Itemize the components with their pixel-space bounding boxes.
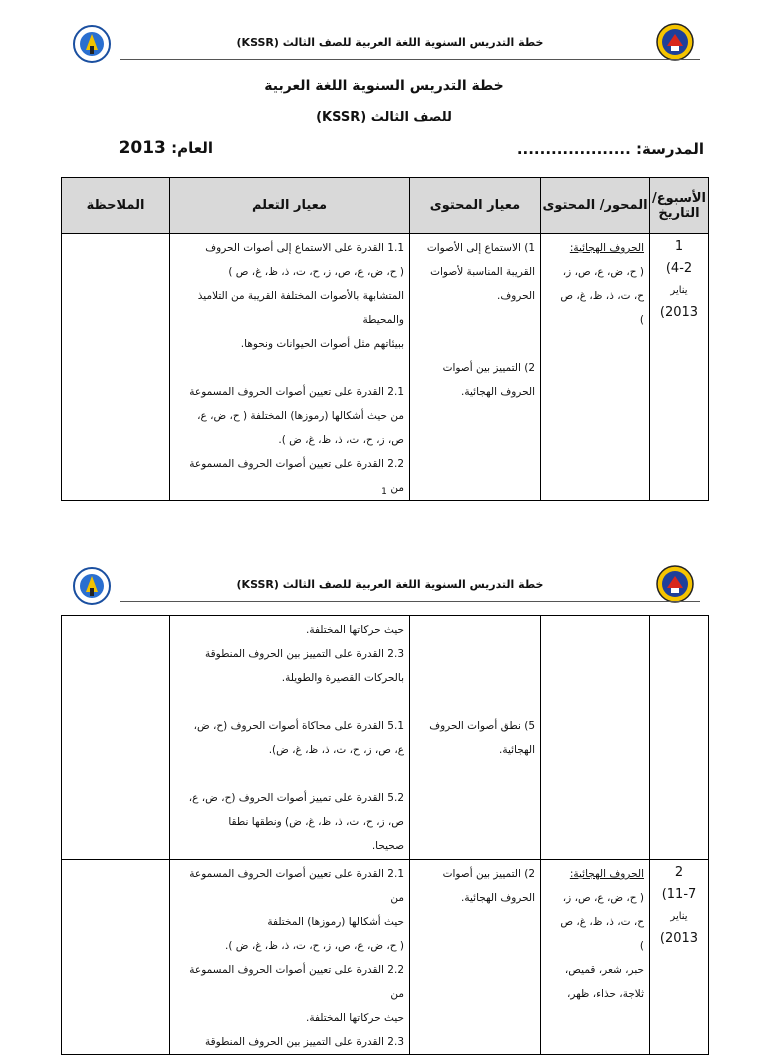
notes-cell	[62, 234, 170, 501]
content-line: 2) التمييز بين أصوات	[442, 868, 535, 880]
header-learning-standard: معيار التعلم	[170, 178, 410, 234]
content-line: الهجائية.	[499, 744, 535, 756]
header-theme: المحور/ المحتوى	[541, 178, 650, 234]
learning-line: 2.3 القدرة على التمييز بين الحروف المنطوقة	[205, 648, 404, 660]
week-cell	[650, 234, 709, 501]
week-range: 11-7)	[661, 887, 697, 902]
content-line: 2) التمييز بين أصوات	[442, 362, 535, 374]
page-number: 1	[381, 487, 387, 497]
theme-cell	[541, 616, 650, 860]
header-content-standard: معيار المحتوى	[410, 178, 541, 234]
learning-line: صحيحا.	[371, 840, 404, 852]
year-label	[119, 138, 213, 158]
header-divider	[120, 59, 700, 60]
learning-line: ببيئاتهم مثل أصوات الحيوانات ونحوها.	[240, 338, 404, 350]
learning-line: حيث أشكالها (رموزها) المختلفة	[267, 916, 404, 928]
week-year: 2013)	[659, 931, 699, 946]
learning-standard-cell	[170, 860, 410, 1055]
week-month: يناير	[670, 911, 688, 922]
notes-cell	[62, 616, 170, 860]
theme-line: )	[639, 940, 644, 952]
page-1	[0, 0, 768, 510]
content-line: 5) نطق أصوات الحروف	[429, 720, 535, 732]
content-standard-cell	[410, 860, 541, 1055]
learning-line: 5.1 القدرة على محاكاة أصوات الحروف (ح، ض،	[193, 720, 404, 732]
ministry-crest-icon	[655, 22, 695, 62]
ministry-crest-icon	[655, 564, 695, 604]
theme-line: )	[639, 314, 644, 326]
year-label-text: العام:	[171, 139, 213, 157]
learning-line: ص، ز، ح، ت، ذ، ظ، غ، ض ).	[278, 434, 404, 446]
learning-line: ص، ز، ح، ت، ذ، ظ، غ، ض) ونطقها نطقا	[228, 816, 404, 828]
theme-line: ح، ت، ذ، ظ، غ، ص	[560, 290, 644, 302]
school-label: المدرسة: ....................	[516, 140, 704, 158]
content-standard-cell	[410, 616, 541, 860]
learning-line: 2.1 القدرة على تعيين أصوات الحروف المسموعة من	[189, 868, 404, 904]
learning-line: 2.2 القدرة على تعيين أصوات الحروف المسموعة من	[189, 964, 404, 1000]
week-number: 1	[674, 239, 684, 254]
learning-line: حيث حركاتها المختلفة.	[306, 624, 404, 636]
content-standard-cell	[410, 234, 541, 501]
learning-line: 1.1 القدرة على الاستماع إلى أصوات الحروف	[205, 242, 404, 254]
page-2	[0, 550, 768, 1048]
learning-standard-cell	[170, 616, 410, 860]
theme-line: ( ح، ض، ع، ص، ز،	[562, 266, 644, 278]
week-cell	[650, 860, 709, 1055]
ppd-logo-icon	[72, 24, 112, 64]
header-divider	[120, 601, 700, 602]
theme-line: ثلاجة، حذاء، ظهر،	[567, 988, 644, 1000]
content-line: القريبة المناسبة لأصوات	[430, 266, 535, 278]
content-line: 1) الاستماع إلى الأصوات	[426, 242, 535, 254]
week-range: 4-2)	[665, 261, 693, 276]
learning-line: 5.2 القدرة على تمييز أصوات الحروف (ح، ض، ع،	[188, 792, 404, 804]
header-week: الأسبوع/ التاريخ	[650, 178, 709, 234]
learning-standard-cell	[170, 234, 410, 501]
learning-line: ( ح، ض، ع، ص، ز، ح، ت، ذ، ظ، غ، ص )	[228, 266, 404, 278]
week-cell	[650, 616, 709, 860]
ppd-logo-icon	[72, 566, 112, 606]
week-year: 2013)	[659, 305, 699, 320]
learning-line: حيث حركاتها المختلفة.	[306, 1012, 404, 1024]
week-month: يناير	[670, 285, 688, 296]
content-line: الحروف.	[497, 290, 535, 302]
doc-subtitle: للصف الثالث (KSSR)	[316, 110, 452, 125]
plan-table-page-1	[61, 177, 709, 501]
content-line: الحروف الهجائية.	[461, 386, 535, 398]
theme-line: الحروف الهجائية:	[569, 242, 644, 254]
theme-line: ح، ت، ذ، ظ، غ، ص	[560, 916, 644, 928]
year-value: 2013	[118, 138, 166, 158]
learning-line: 2.1 القدرة على تعيين أصوات الحروف المسموعة	[189, 386, 404, 398]
theme-line: حبر، شعر، قميص،	[564, 964, 644, 976]
learning-line: ( ح، ض، ع، ص، ز، ح، ت، ذ، ظ، غ، ض ).	[225, 940, 404, 952]
learning-line: ع، ص، ز، ح، ت، ذ، ظ، غ، ض).	[268, 744, 404, 756]
theme-cell	[541, 860, 650, 1055]
header-title: خطة التدريس السنوية اللغة العربية للصف الثالث (KSSR)	[236, 36, 544, 49]
theme-line: الحروف الهجائية:	[569, 868, 644, 880]
learning-line: 2.2 القدرة على تعيين أصوات الحروف المسموعة من	[189, 458, 404, 494]
doc-title: خطة التدريس السنوية اللغة العربية	[264, 78, 504, 94]
learning-line: المتشابهة بالأصوات المختلفة القريبة من التلاميذ والمحيطة	[197, 290, 404, 326]
learning-line: من حيث أشكالها (رموزها) المختلفة ( ح، ض، ع،	[197, 410, 404, 422]
learning-line: 2.3 القدرة على التمييز بين الحروف المنطوقة	[205, 1036, 404, 1048]
theme-cell	[541, 234, 650, 501]
notes-cell	[62, 860, 170, 1055]
header-title: خطة التدريس السنوية اللغة العربية للصف الثالث (KSSR)	[236, 578, 544, 591]
learning-line: بالحركات القصيرة والطويلة.	[281, 672, 404, 684]
plan-table-page-2	[61, 615, 709, 1055]
theme-line: ( ح، ض، ع، ص، ز،	[562, 892, 644, 904]
header-notes: الملاحظة	[62, 178, 170, 234]
week-number: 2	[674, 865, 684, 880]
content-line: الحروف الهجائية.	[461, 892, 535, 904]
